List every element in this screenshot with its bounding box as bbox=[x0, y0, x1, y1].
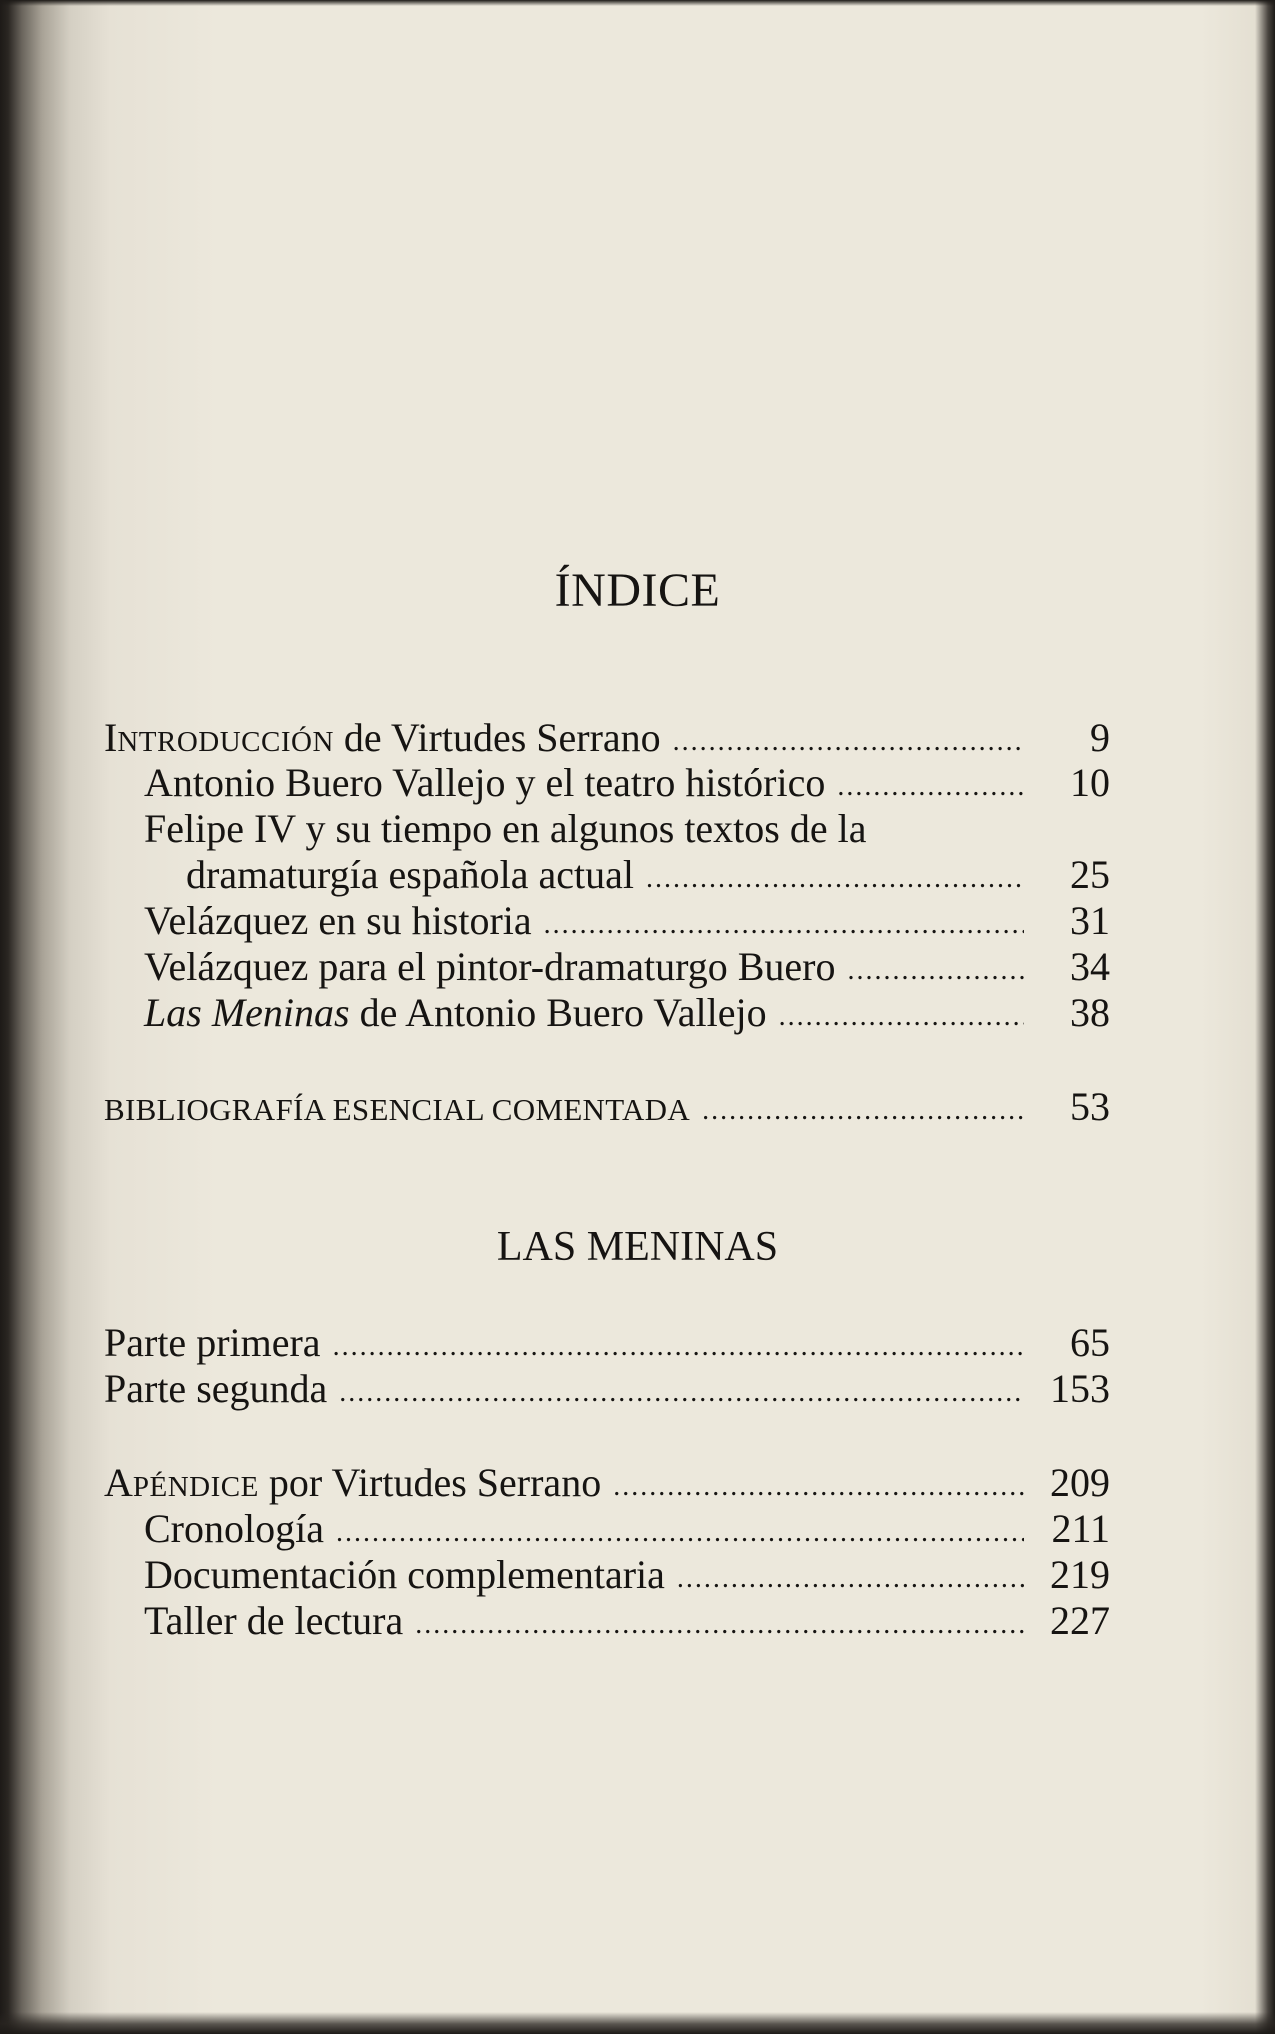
toc-entry-label: dramaturgía española actual bbox=[186, 852, 634, 897]
toc-page-number: 25 bbox=[1070, 852, 1110, 897]
toc-entry-label: Las Meninas de Antonio Buero Vallejo bbox=[144, 990, 767, 1035]
toc-entry-teatro-historico bbox=[144, 760, 1110, 806]
toc-page-number: 38 bbox=[1070, 990, 1110, 1035]
toc-page-number: 211 bbox=[1051, 1506, 1110, 1551]
toc-entry-label: APÉNDICE por Virtudes Serrano bbox=[104, 1460, 602, 1505]
toc-entry-taller-lectura bbox=[144, 1598, 1110, 1644]
toc-entry-parte-primera bbox=[104, 1320, 1110, 1366]
dot-leader bbox=[646, 856, 1024, 902]
toc-page-number: 209 bbox=[1050, 1460, 1110, 1505]
toc-entry-parte-segunda bbox=[104, 1366, 1110, 1412]
toc-entry-velazquez-historia bbox=[144, 898, 1110, 944]
index-title: ÍNDICE bbox=[554, 564, 721, 617]
bottom-edge-shadow bbox=[0, 2012, 1275, 2034]
toc-entry-documentacion bbox=[144, 1552, 1110, 1598]
toc-entry-las-meninas-buero bbox=[144, 990, 1110, 1036]
dot-leader bbox=[544, 902, 1024, 948]
dot-leader bbox=[336, 1510, 1024, 1556]
toc-entry-label: Taller de lectura bbox=[144, 1598, 404, 1643]
dot-leader bbox=[848, 948, 1024, 994]
toc-entry-label: Parte primera bbox=[104, 1320, 321, 1365]
toc-page-number: 153 bbox=[1050, 1366, 1110, 1411]
dot-leader bbox=[779, 994, 1024, 1040]
dot-leader bbox=[339, 1370, 1024, 1416]
dot-leader bbox=[673, 719, 1024, 765]
toc-entry-label: BIBLIOGRAFÍA ESENCIAL COMENTADA bbox=[104, 1092, 691, 1127]
toc-page-number: 10 bbox=[1070, 760, 1110, 805]
toc-page-number: 65 bbox=[1070, 1320, 1110, 1365]
dot-leader bbox=[613, 1464, 1024, 1510]
toc-entry-bibliografia bbox=[104, 1084, 1110, 1130]
toc-entry-apendice bbox=[104, 1460, 1110, 1506]
toc-entry-label: Velázquez en su historia bbox=[144, 898, 532, 943]
dot-leader bbox=[837, 764, 1024, 810]
toc-entry-introduccion bbox=[104, 715, 1110, 761]
toc-entry-felipe-iv bbox=[186, 852, 1110, 898]
toc-entry-felipe-iv-line1: Felipe IV y su tiempo en algunos textos de la bbox=[144, 806, 867, 851]
toc-page-number: 219 bbox=[1050, 1552, 1110, 1597]
toc-page-number: 31 bbox=[1070, 898, 1110, 943]
dot-leader bbox=[702, 1088, 1024, 1134]
section-title-las-meninas: LAS MENINAS bbox=[496, 1224, 779, 1270]
toc-page-number: 9 bbox=[1090, 715, 1110, 760]
toc-entry-velazquez-buero bbox=[144, 944, 1110, 990]
toc-entry-label: Parte segunda bbox=[104, 1366, 328, 1411]
toc-page-number: 227 bbox=[1050, 1598, 1110, 1643]
dot-leader bbox=[333, 1324, 1024, 1370]
toc-entry-label: Cronología bbox=[144, 1506, 324, 1551]
toc-entry-label: INTRODUCCIÓN de Virtudes Serrano bbox=[104, 715, 661, 760]
dot-leader bbox=[677, 1556, 1024, 1602]
toc-page-number: 53 bbox=[1070, 1084, 1110, 1129]
dot-leader bbox=[415, 1602, 1024, 1648]
toc-entry-cronologia bbox=[144, 1506, 1110, 1552]
toc-entry-label: Documentación complementaria bbox=[144, 1552, 665, 1597]
toc-entry-label: Antonio Buero Vallejo y el teatro histórico bbox=[144, 760, 826, 805]
toc-entry-label: Velázquez para el pintor-dramaturgo Buero bbox=[144, 944, 836, 989]
toc-page-number: 34 bbox=[1070, 944, 1110, 989]
